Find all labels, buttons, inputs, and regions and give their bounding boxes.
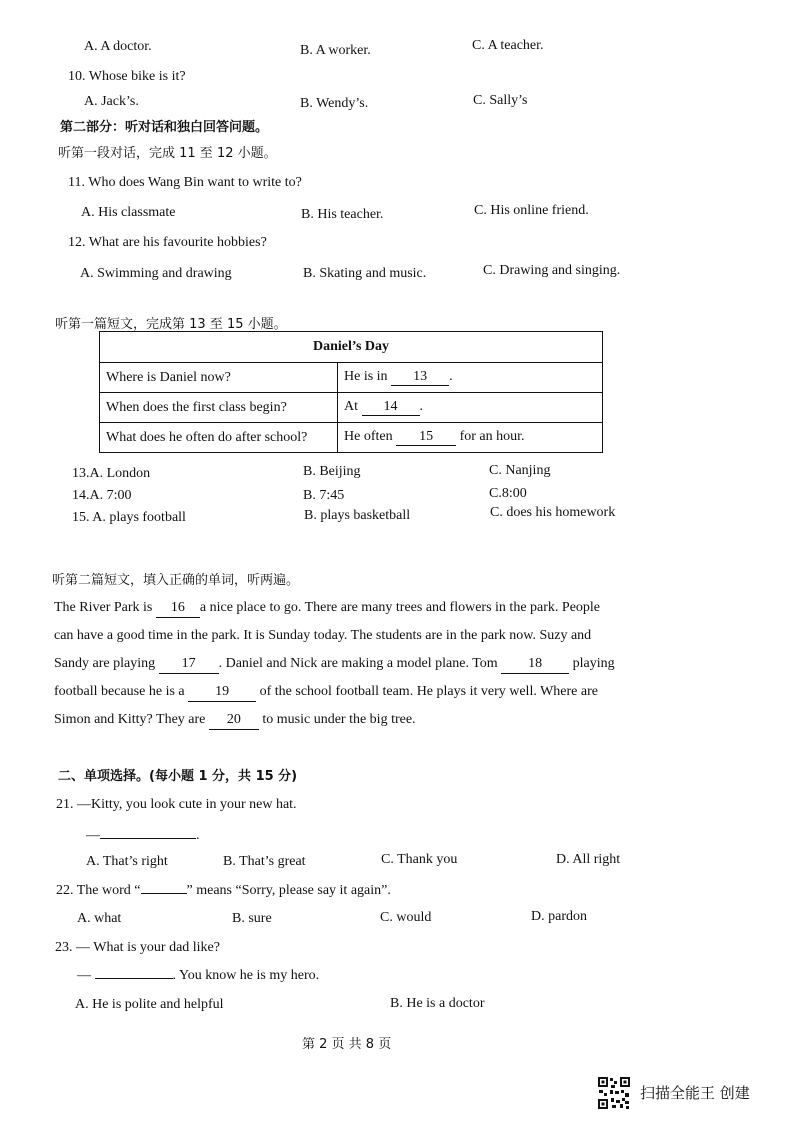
q10-stem: 10. Whose bike is it? xyxy=(68,69,186,84)
passage2-line-1 xyxy=(54,599,600,618)
blank-20: 20 xyxy=(209,711,259,730)
dash: — xyxy=(77,968,91,983)
q9-option-a: A. A doctor. xyxy=(84,39,152,54)
passage2-instruction: 听第二篇短文，填入正确的单词，听两遍。 xyxy=(52,573,300,588)
q23-stem: 23. — What is your dad like? xyxy=(55,940,220,955)
part2-heading: 第二部分：听对话和独白回答问题。 xyxy=(60,120,269,135)
passage2-line-5 xyxy=(54,711,416,730)
answer-blank xyxy=(100,838,196,839)
page-number: 第 2 页 共 8 页 xyxy=(302,1037,392,1052)
q11-stem: 11. Who does Wang Bin want to write to? xyxy=(68,175,302,190)
q21-option-a: A. That’s right xyxy=(86,854,168,869)
passage2-line-3 xyxy=(54,655,615,674)
q23-answer-line xyxy=(77,967,319,985)
q11-option-c: C. His online friend. xyxy=(474,203,589,218)
answer-prefix: At xyxy=(344,399,358,414)
q23-option-b: B. He is a doctor xyxy=(390,996,485,1011)
q22-option-d: D. pardon xyxy=(531,909,587,924)
q13-option-b: B. Beijing xyxy=(303,464,361,479)
blank-15: 15 xyxy=(396,429,456,446)
passage-text: football because he is a xyxy=(54,684,185,699)
passage-text: Sandy are playing xyxy=(54,656,156,671)
blank-16: 16 xyxy=(156,599,200,618)
answer-blank xyxy=(95,978,173,979)
answer-prefix: He often xyxy=(344,429,393,444)
q11-option-a: A. His classmate xyxy=(81,205,176,220)
blank-19: 19 xyxy=(188,683,256,702)
passage-text: a nice place to go. There are many trees and flowers in the park. People xyxy=(199,600,601,615)
q15-option-a: 15. A. plays football xyxy=(72,510,186,525)
stem-text: ” means “Sorry, please say it again”. xyxy=(186,883,391,898)
table-answer xyxy=(338,423,603,453)
table-answer xyxy=(338,363,603,393)
passage-text: to music under the big tree. xyxy=(262,712,416,727)
dash: — xyxy=(86,828,100,843)
table-title: Daniel’s Day xyxy=(100,332,603,363)
q15-option-c: C. does his homework xyxy=(490,505,616,520)
table-question: What does he often do after school? xyxy=(100,423,338,453)
stem-text: 22. The word “ xyxy=(56,883,141,898)
passage2-line-2 xyxy=(54,627,591,645)
q11-option-b: B. His teacher. xyxy=(301,207,384,222)
q22-option-b: B. sure xyxy=(232,911,272,926)
table-answer xyxy=(338,393,603,423)
q13-option-c: C. Nanjing xyxy=(489,463,551,478)
blank-14: 14 xyxy=(362,399,420,416)
passage-text: Simon and Kitty? They are xyxy=(54,712,206,727)
passage-text: . Daniel and Nick are making a model plane. Tom xyxy=(218,656,498,671)
table-question: When does the first class begin? xyxy=(100,393,338,423)
passage2-line-4 xyxy=(54,683,598,702)
table-question: Where is Daniel now? xyxy=(100,363,338,393)
q21-stem: 21. —Kitty, you look cute in your new hat. xyxy=(56,797,297,812)
q14-option-a: 14.A. 7:00 xyxy=(72,488,132,503)
q12-option-b: B. Skating and music. xyxy=(303,266,427,281)
section2-heading: 二、单项选择。(每小题 1 分，共 15 分) xyxy=(58,769,298,784)
q12-option-c: C. Drawing and singing. xyxy=(483,263,621,278)
q14-option-b: B. 7:45 xyxy=(303,488,345,503)
q21-answer-line xyxy=(86,827,200,845)
q12-option-a: A. Swimming and drawing xyxy=(80,266,232,281)
q9-option-c: C. A teacher. xyxy=(472,38,544,53)
scanner-watermark: 扫描全能王 创建 xyxy=(640,1084,750,1102)
q12-stem: 12. What are his favourite hobbies? xyxy=(68,235,267,250)
qr-code-icon xyxy=(597,1076,631,1110)
passage-text: can have a good time in the park. It is Sunday today. The students are in the park now. Suzy and xyxy=(54,628,592,643)
q13-option-a: 13.A. London xyxy=(72,466,151,481)
table-row xyxy=(100,393,603,423)
passage-text: of the school football team. He plays it very well. Where are xyxy=(259,684,598,699)
blank-18: 18 xyxy=(501,655,569,674)
q22-stem xyxy=(56,882,391,900)
answer-suffix: . xyxy=(419,399,423,414)
q22-option-c: C. would xyxy=(380,910,432,925)
passage-text: The River Park is xyxy=(54,600,153,615)
answer-suffix: . xyxy=(449,369,453,384)
blank-17: 17 xyxy=(159,655,219,674)
period: . xyxy=(196,828,200,843)
part2-instruction: 听第一段对话，完成 11 至 12 小题。 xyxy=(58,146,277,161)
passage-text: playing xyxy=(572,656,615,671)
q10-option-b: B. Wendy’s. xyxy=(300,96,369,111)
q9-option-b: B. A worker. xyxy=(300,43,371,58)
q23-option-a: A. He is polite and helpful xyxy=(75,997,224,1012)
q21-option-d: D. All right xyxy=(556,852,621,867)
passage1-instruction: 听第一篇短文，完成第 13 至 15 小题。 xyxy=(55,317,287,332)
q10-option-a: A. Jack’s. xyxy=(84,94,139,109)
answer-prefix: He is in xyxy=(344,369,388,384)
q22-option-a: A. what xyxy=(77,911,122,926)
stem-text: . You know he is my hero. xyxy=(172,968,320,983)
answer-suffix: for an hour. xyxy=(459,429,525,444)
q14-option-c: C.8:00 xyxy=(489,486,527,501)
q15-option-b: B. plays basketball xyxy=(304,508,411,523)
q21-option-c: C. Thank you xyxy=(381,852,458,867)
table-row xyxy=(100,363,603,393)
q21-option-b: B. That’s great xyxy=(223,854,306,869)
q10-option-c: C. Sally’s xyxy=(473,93,528,108)
answer-blank xyxy=(141,893,187,894)
blank-13: 13 xyxy=(391,369,449,386)
daniels-day-table xyxy=(99,331,603,453)
table-row xyxy=(100,423,603,453)
